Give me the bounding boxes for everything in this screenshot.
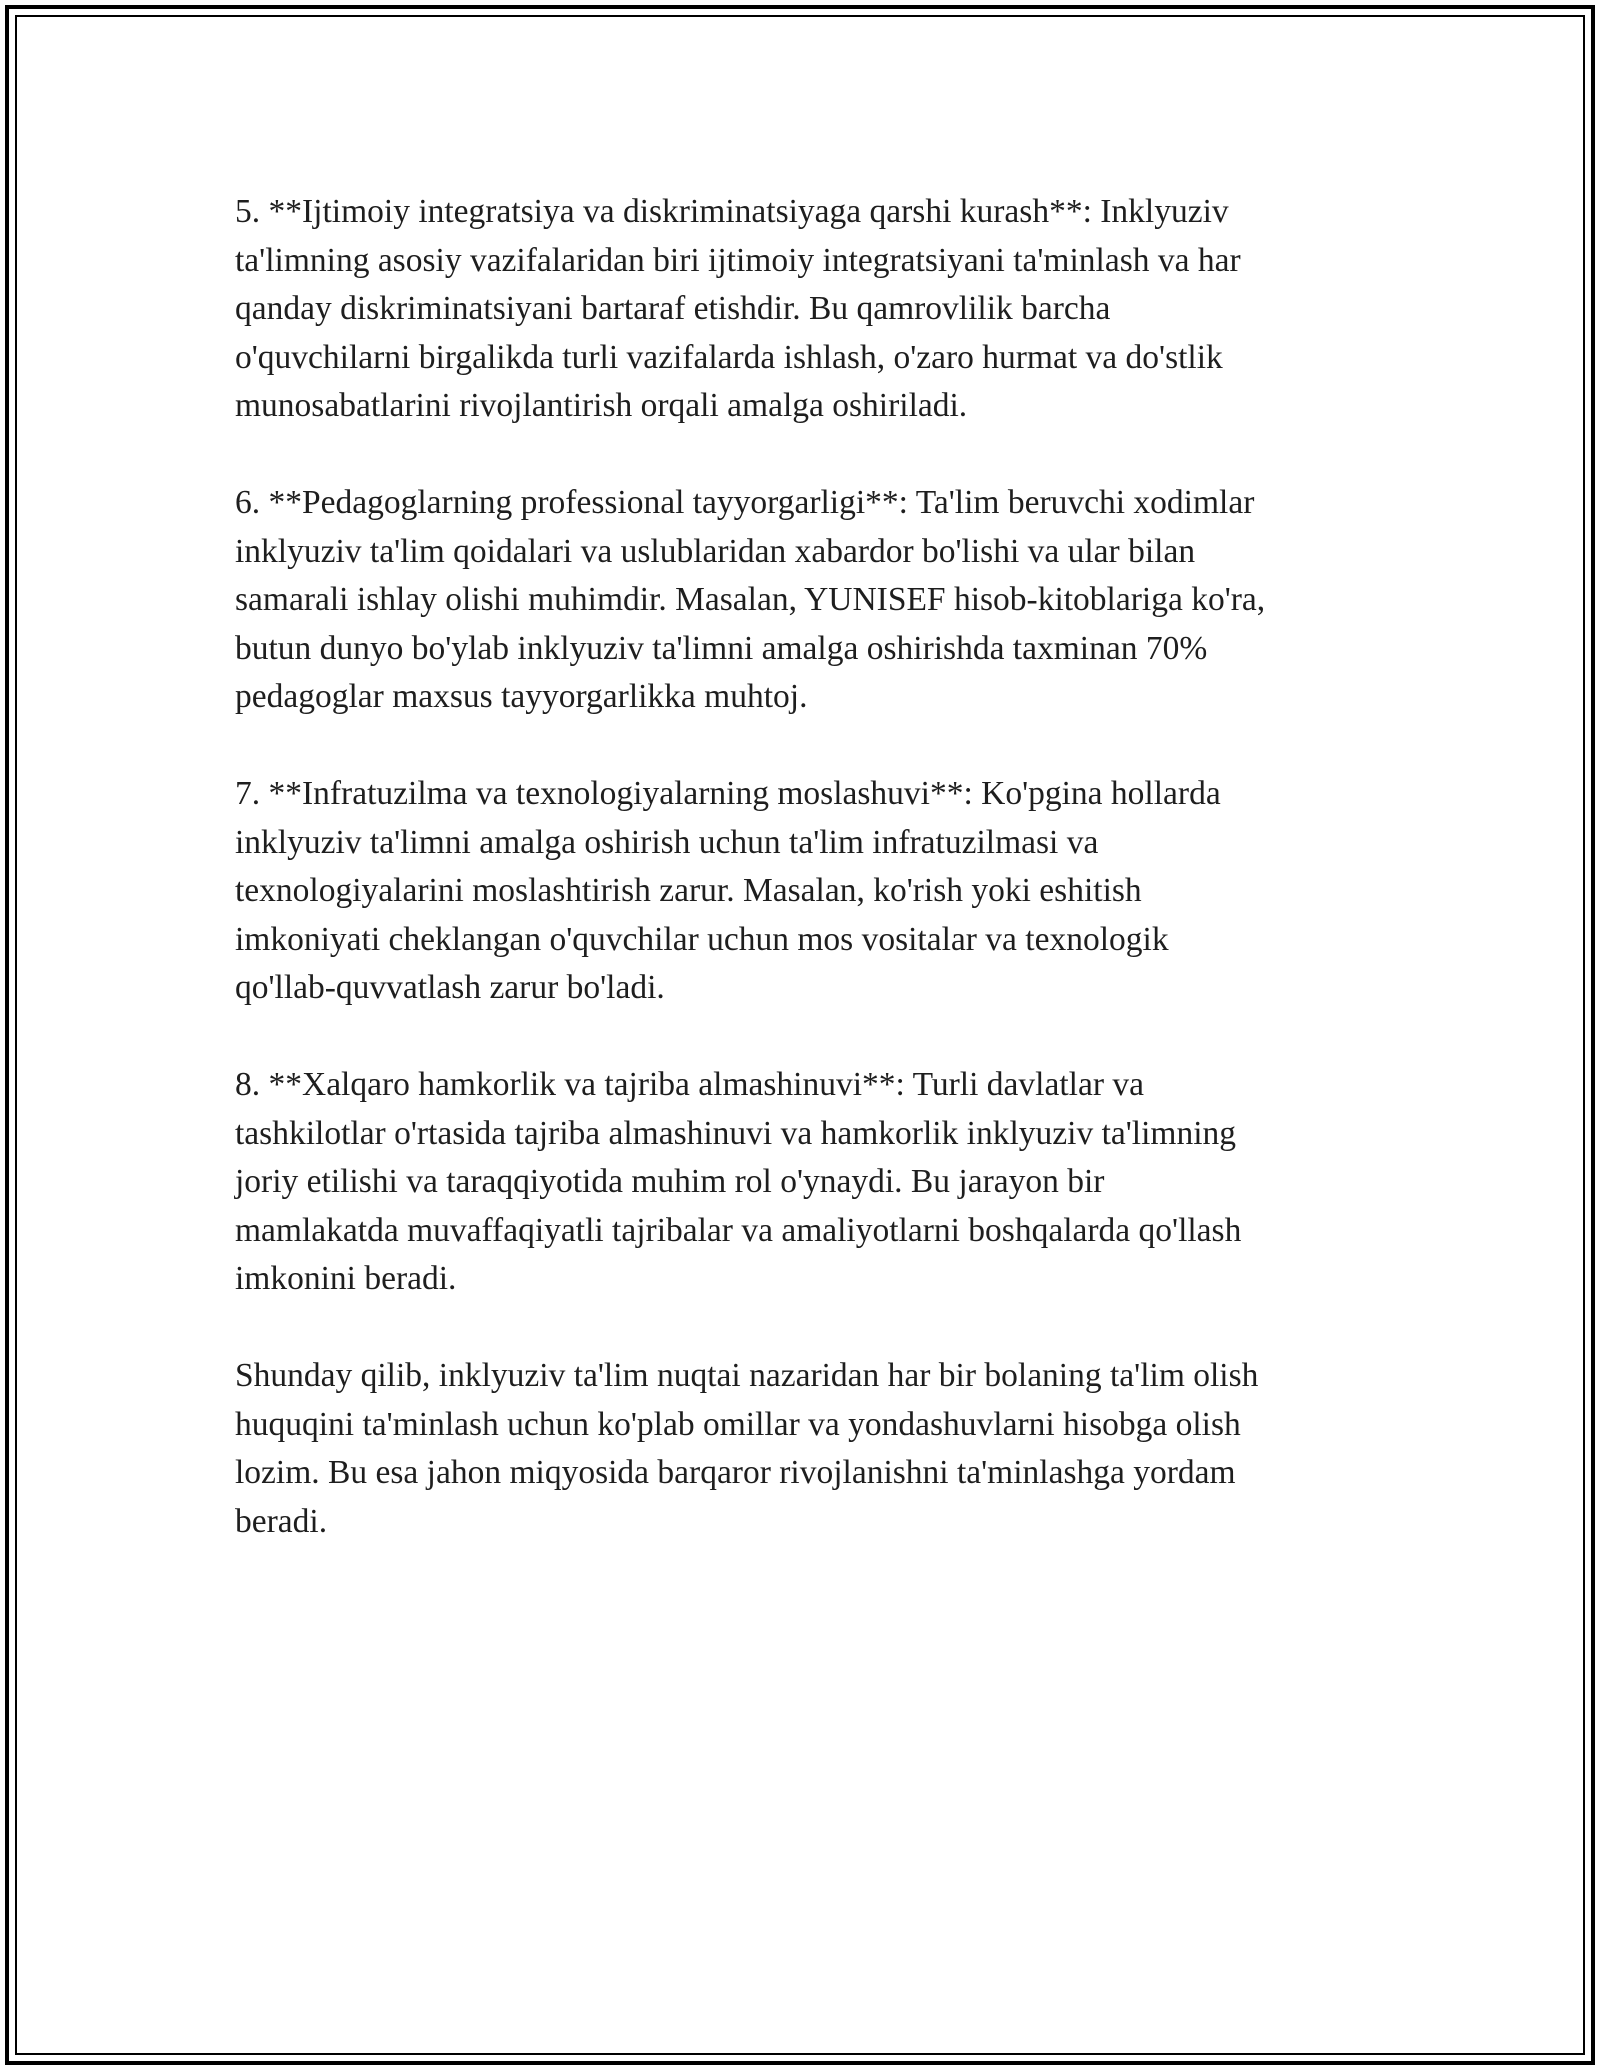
- document-body: [235, 188, 1385, 1546]
- paragraph-conclusion: Shunday qilib, inklyuziv ta'lim nuqtai nazaridan har bir bolaning ta'lim olish huquqini ta'minlash uchun ko'plab omillar va yondashuvlarni hisobga olish lozim. Bu esa jahon miqyosida barqaror rivojlanishni ta'minlashga yordam beradi.: [235, 1357, 1259, 1540]
- paragraph-item-6: 6. **Pedagoglarning professional tayyorgarligi**: Ta'lim beruvchi xodimlar inklyuziv ta'lim qoidalari va uslublaridan xabardor bo'lishi va ular bilan samarali ishlay olishi muhimdir. Masalan, YUNISEF hisob-kitoblariga ko'ra, butun dunyo bo'ylab inklyuziv ta'limni amalga oshirishda taxminan 70% pedagoglar maxsus tayyorgarlikka muhtoj.: [235, 484, 1266, 715]
- paragraph-item-8: 8. **Xalqaro hamkorlik va tajriba almashinuvi**: Turli davlatlar va tashkilotlar o'rtasida tajriba almashinuvi va hamkorlik inklyuziv ta'limning joriy etilishi va taraqqiyotida muhim rol o'ynaydi. Bu jarayon bir mamlakatda muvaffaqiyatli tajribalar va amaliyotlarni boshqalarda qo'llash imkonini beradi.: [235, 1066, 1242, 1297]
- paragraph-item-5: 5. **Ijtimoiy integratsiya va diskriminatsiyaga qarshi kurash**: Inklyuziv ta'limning asosiy vazifalaridan biri ijtimoiy integratsiyani ta'minlash va har qanday diskriminatsiyani bartaraf etishdir. Bu qamrovlilik barcha o'quvchilarni birgalikda turli vazifalarda ishlash, o'zaro hurmat va do'stlik munosabatlarini rivojlantirish orqali amalga oshiriladi.: [235, 193, 1241, 424]
- paragraph-item-7: 7. **Infratuzilma va texnologiyalarning moslashuvi**: Ko'pgina hollarda inklyuziv ta'limni amalga oshirish uchun ta'lim infratuzilmasi va texnologiyalarini moslashtirish zarur. Masalan, ko'rish yoki eshitish imkoniyati cheklangan o'quvchilar uchun mos vositalar va texnologik qo'llab-quvvatlash zarur bo'ladi.: [235, 775, 1221, 1006]
